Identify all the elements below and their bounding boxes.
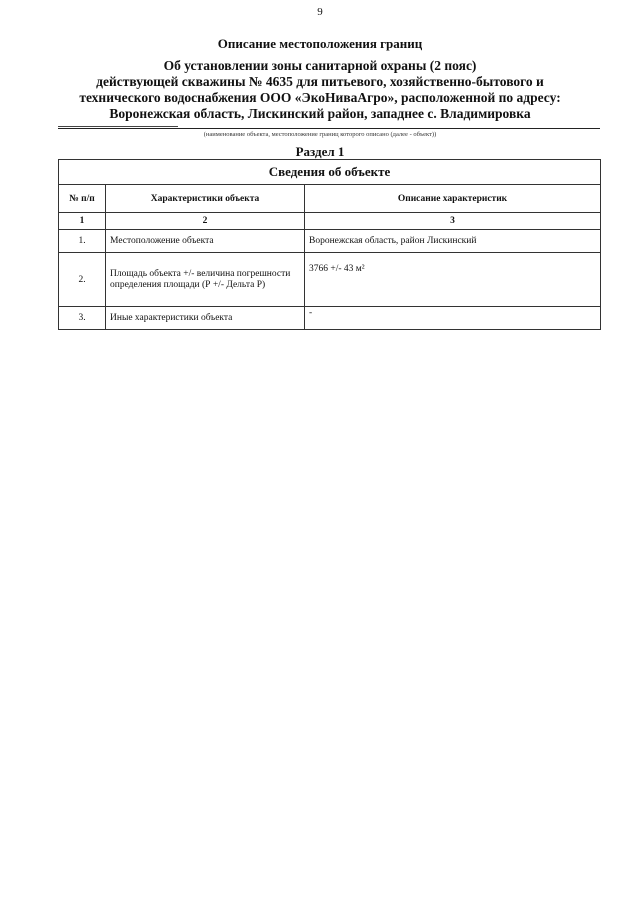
subject-line: технического водоснабжения ООО «ЭкоНиваАгро», расположенной по адресу: xyxy=(79,90,561,105)
column-number-row xyxy=(59,213,601,230)
row-description: - xyxy=(305,307,601,330)
subject-block xyxy=(40,58,600,122)
document-title: Описание местоположения границ xyxy=(217,36,423,51)
page-number: 9 xyxy=(317,6,323,18)
row-num: 1. xyxy=(59,230,106,253)
subject-note: (наименование объекта, местоположение границ которого описано (далее - объект)) xyxy=(203,131,437,138)
section-title: Раздел 1 xyxy=(295,144,345,159)
column-number: 3 xyxy=(305,213,601,230)
subject-line: Воронежская область, Лискинский район, западнее с. Владимировка xyxy=(109,106,531,121)
row-description: 3766 +/- 43 м² xyxy=(305,253,601,307)
subject-underline xyxy=(58,128,600,129)
row-description: Воронежская область, район Лискинский xyxy=(305,230,601,253)
row-characteristic: Иные характеристики объекта xyxy=(106,307,305,330)
table-title-row xyxy=(59,160,601,185)
column-number: 1 xyxy=(59,213,106,230)
subject-line: Об установлении зоны санитарной охраны (2 пояс) xyxy=(163,58,477,73)
row-characteristic: Местоположение объекта xyxy=(106,230,305,253)
header-num: № п/п xyxy=(59,185,106,213)
column-number: 2 xyxy=(106,213,305,230)
table-title: Сведения об объекте xyxy=(59,160,601,185)
underline-mark xyxy=(58,126,178,127)
row-num: 2. xyxy=(59,253,106,307)
table-header-row xyxy=(59,185,601,213)
table-row xyxy=(59,307,601,330)
subject-line: действующей скважины № 4635 для питьевого, хозяйственно-бытового и xyxy=(96,74,544,89)
table-row xyxy=(59,230,601,253)
row-num: 3. xyxy=(59,307,106,330)
row-characteristic: Площадь объекта +/- величина погрешности определения площади (Р +/- Дельта Р) xyxy=(106,253,305,307)
object-info-table xyxy=(58,159,601,330)
header-description: Описание характеристик xyxy=(305,185,601,213)
table-row xyxy=(59,253,601,307)
header-characteristic: Характеристики объекта xyxy=(106,185,305,213)
